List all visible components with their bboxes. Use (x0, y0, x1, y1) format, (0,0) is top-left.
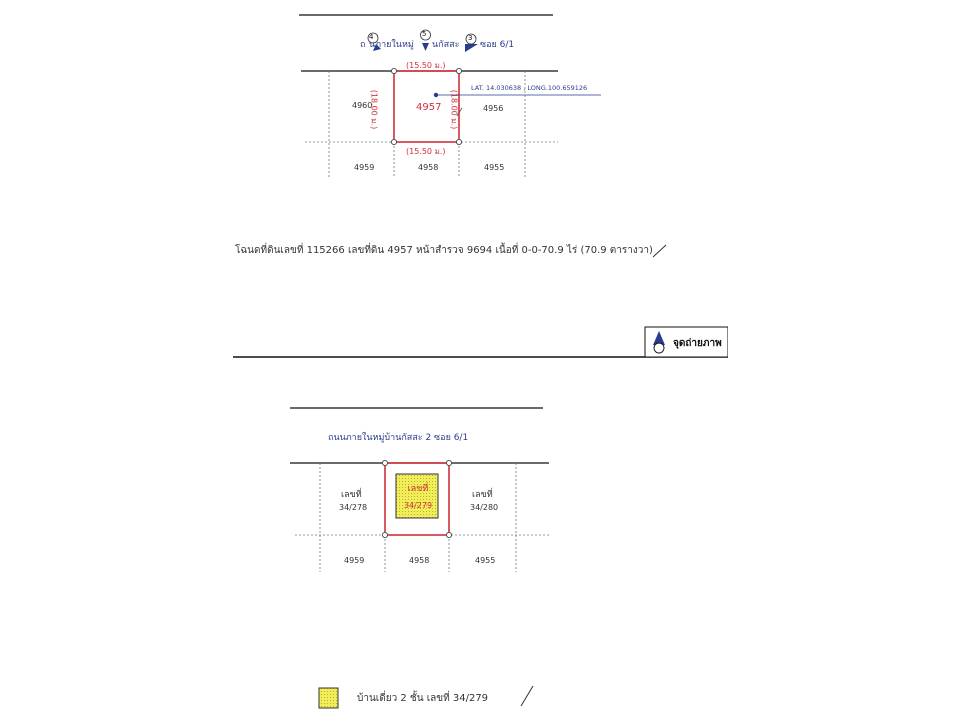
legend-slash (521, 686, 533, 706)
bottom-parcel-number-left: 4959 (344, 556, 365, 565)
top-road-label-mid: นกัสสะ (432, 40, 460, 50)
bottom-parcel-number-right: 4955 (475, 556, 496, 565)
legend-house-swatch (319, 688, 338, 708)
marker-label-4: 4 (369, 33, 374, 41)
parcel-number-bottom-mid: 4958 (418, 163, 439, 172)
parcel-corner-marker (391, 139, 396, 144)
marker-label-3: 3 (468, 34, 473, 42)
parcel-number-bottom-left: 4959 (354, 163, 375, 172)
bottom-parcel-number-mid: 4958 (409, 556, 430, 565)
coordinate-label: LAT. 14.030638 , LONG.100.659126 (471, 84, 588, 92)
top-road-label-left: นภายในหมู่ (369, 40, 414, 50)
dim-top: (15.50 ม.) (406, 61, 446, 70)
right-house-label: เลขที่ (472, 490, 493, 500)
right-house-number: 34/280 (470, 503, 499, 512)
parcel-corner-marker (382, 460, 387, 465)
document-page (233, 0, 728, 720)
subject-parcel-number: 4957 (416, 102, 442, 113)
parcel-corner-marker (382, 532, 387, 537)
photo-legend-label: จุดถ่ายภาพ (673, 338, 722, 349)
left-house-label: เลขที่ (341, 490, 362, 500)
legend-house-text: บ้านเดี่ยว 2 ชั้น เลขที่ 34/279 (357, 693, 489, 704)
parcel-number-left: 4960 (352, 101, 373, 110)
top-map-drawing (233, 0, 728, 720)
top-road-label-first: ถ (360, 40, 366, 50)
parcel-corner-marker (446, 460, 451, 465)
dim-bottom: (15.50 ม.) (406, 147, 446, 156)
house-footprint (396, 474, 438, 518)
subject-house-label: เลขที่ (407, 484, 429, 494)
subject-house-number: 34/279 (403, 501, 433, 510)
top-road-label-right: ซอย 6/1 (480, 40, 515, 50)
bottom-road-label: ถนนภายในหมู่บ้านกัสสะ 2 ซอย 6/1 (328, 433, 469, 443)
left-house-number: 34/278 (339, 503, 368, 512)
parcel-corner-marker (456, 68, 461, 73)
parcel-corner-marker (391, 68, 396, 73)
marker-label-5: 5 (422, 30, 427, 38)
deed-caption: โฉนดที่ดินเลขที่ 115266 เลขที่ดิน 4957 หน้าสำรวจ 9694 เนื้อที่ 0-0-70.9 ไร่ (70.9 ตารางวา) (235, 245, 653, 256)
dim-left: (18.00 ม.) (369, 89, 379, 130)
parcel-corner-marker (456, 139, 461, 144)
photo-legend-circle (654, 343, 664, 353)
dim-right: (18.00 ม.) (449, 89, 459, 130)
parcel-number-bottom-right: 4955 (484, 163, 505, 172)
parcel-number-right: 4956 (483, 104, 504, 113)
caption-slash (653, 245, 666, 257)
parcel-corner-marker (446, 532, 451, 537)
